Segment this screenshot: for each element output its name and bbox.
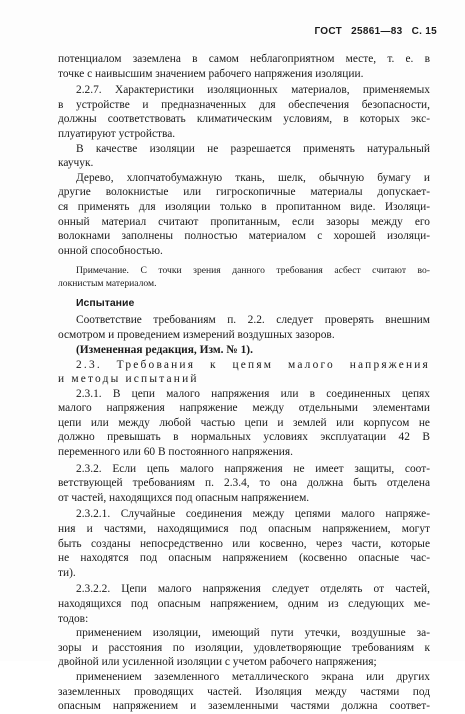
text-line: должно превышать в нормальных условиях эксплуатации 42 В bbox=[58, 431, 430, 444]
text-line: ти). bbox=[58, 566, 76, 579]
text-line: 2.2.7. Характеристики изоляционных материалов, применяемых bbox=[76, 84, 430, 97]
text-line: применением изоляции, имеющий пути утечки, воздушные за- bbox=[76, 627, 430, 640]
text-line: находящихся под опасным напряжением, одним из следующих ме- bbox=[58, 598, 430, 610]
text-line: 2.3.2. Если цепь малого напряжения не имеет защиты, соот- bbox=[76, 462, 430, 475]
text-line: другие волокнистые или гигроскопичные материалы допускает- bbox=[58, 186, 430, 199]
text-line: не находятся под опасным напряжением (косвенно опасные час- bbox=[58, 552, 430, 565]
text-line: Дерево, хлопчатобумажную ткань, шелк, обычную бумагу и bbox=[76, 171, 430, 184]
text-line: В качестве изоляции не разрешается применять натуральный bbox=[76, 142, 430, 155]
clause-2-3-1 bbox=[58, 387, 430, 460]
paragraph bbox=[58, 171, 430, 259]
page-header bbox=[308, 26, 437, 37]
text-line: малого напряжения напряжение между отдельными элементами bbox=[58, 402, 430, 415]
clause-2-2-7 bbox=[58, 83, 430, 141]
revision-note: (Измененная редакция, Изм. № 1). bbox=[76, 343, 253, 356]
text-line: переменного или 60 В постоянного напряжения. bbox=[58, 446, 293, 459]
standard-number: 25861—83 bbox=[351, 26, 403, 37]
document-body bbox=[58, 52, 430, 714]
text-line: цепи или между любой частью цепи и землей или корпусом не bbox=[58, 416, 430, 429]
note bbox=[58, 264, 430, 290]
text-line: потенциалом заземлена в самом неблагоприятном месте, т. е. в bbox=[58, 53, 430, 65]
standard-label: ГОСТ bbox=[314, 26, 343, 37]
text-line: опасным напряжением и заземленными частями должна соответ- bbox=[58, 700, 430, 713]
text-line: осмотром и проведением измерений воздушных зазоров. bbox=[58, 328, 335, 341]
text-line: 2.3.2.2. Цепи малого напряжения следует отделять от частей, bbox=[76, 583, 430, 596]
text-line: точке с наивысшим значением рабочего напряжения изоляции. bbox=[58, 67, 364, 80]
text-line: волокнами заполнены полностью материалом с хорошей изоляци- bbox=[58, 230, 430, 243]
text-line: ветствующей требованиям п. 2.3.4, то она должна быть отделена bbox=[58, 477, 430, 490]
clause-2-3-2-2 bbox=[58, 582, 430, 626]
paragraph bbox=[58, 313, 430, 342]
clause-2-3-2-1 bbox=[58, 507, 430, 580]
section-2-3-title bbox=[58, 358, 430, 387]
text-line: заземленных проводящих частей. Изоляция между частями под bbox=[58, 685, 430, 698]
text-line: онной способностью. bbox=[58, 244, 163, 257]
text-line: должны соответствовать климатическим условиям, в которых экс- bbox=[58, 113, 430, 126]
text-line: ся применять для изоляции только в пропитанном виде. Изоляци- bbox=[58, 200, 430, 213]
paragraph bbox=[58, 626, 430, 670]
page-number: С. 15 bbox=[411, 26, 437, 37]
text-line: Соответствие требованиям п. 2.2. следует проверять внешним bbox=[76, 314, 430, 327]
clause-2-3-2 bbox=[58, 462, 430, 506]
text-line: быть созданы непосредственно или косвенно, через части, которые bbox=[58, 537, 430, 550]
text-line: от частей, находящихся под опасным напряжением. bbox=[58, 491, 310, 504]
text-line: применением заземленного металлического экрана или других bbox=[76, 670, 430, 683]
paragraph bbox=[58, 52, 430, 81]
note-line: локнистым материалом. bbox=[58, 278, 157, 290]
text-line: в устройстве и предназначенных для обеспечения безопасности, bbox=[58, 98, 430, 111]
section-heading-test: Испытание bbox=[76, 297, 135, 310]
paragraph bbox=[58, 142, 430, 171]
note-line: Примечание. С точки зрения данного требования асбест считают во- bbox=[76, 265, 430, 277]
text-line: 2.3.1. В цепи малого напряжения или в соединенных цепях bbox=[76, 387, 430, 400]
paragraph bbox=[58, 670, 430, 714]
text-line: и методы испытаний bbox=[58, 373, 199, 386]
text-line: ния и частями, находящимися под опасным напряжением, могут bbox=[58, 523, 430, 536]
text-line: 2.3.2.1. Случайные соединения между цепями малого напряже- bbox=[76, 508, 430, 521]
text-line: каучук. bbox=[58, 157, 94, 170]
text-line: 2.3. Требования к цепям малого напряжения bbox=[76, 358, 430, 371]
text-line: онный материал считают пропитанным, если зазоры между его bbox=[58, 215, 430, 228]
text-line: двойной или усиленной изоляции с учетом рабочего напряжения; bbox=[58, 656, 377, 669]
text-line: зоры и расстояния по изоляции, удовлетворяющие требованиям к bbox=[58, 641, 430, 654]
text-line: тодов: bbox=[58, 612, 89, 625]
text-line: плуатируют устройства. bbox=[58, 127, 176, 140]
